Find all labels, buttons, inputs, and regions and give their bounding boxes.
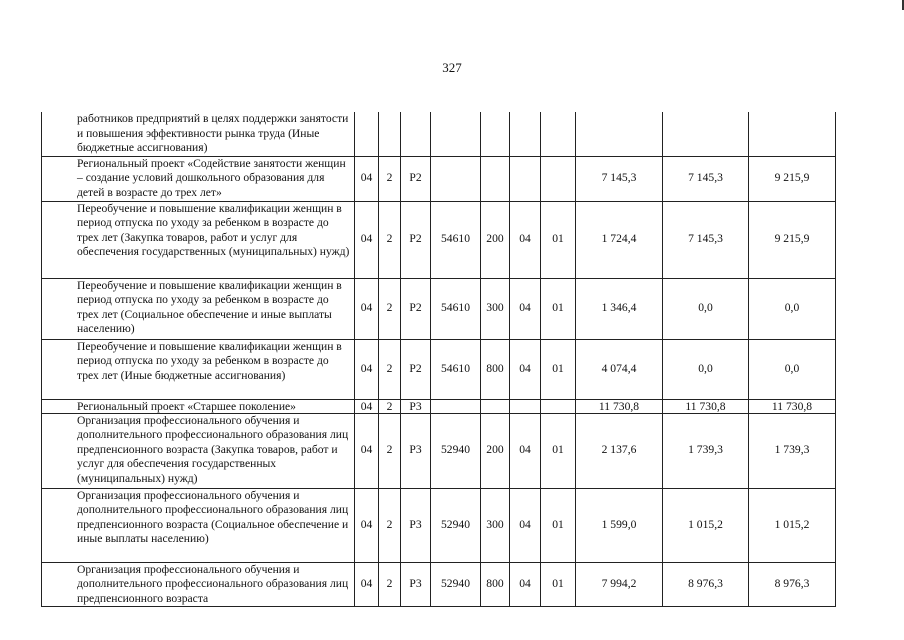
cell-v1: 1 346,4 (576, 278, 663, 339)
cell-v1: 4 074,4 (576, 339, 663, 399)
cell-c3: P3 (401, 413, 431, 488)
cell-c4: 52940 (431, 413, 481, 488)
row-name: работников предприятий в целях поддержки занятости и повышения эффективности рынка труда (Иные бюджетные ассигнования) (42, 112, 355, 156)
cell-c2: 2 (379, 156, 401, 201)
cell-c4 (431, 112, 481, 156)
cell-v3: 1 739,3 (749, 413, 836, 488)
cell-c4: 54610 (431, 339, 481, 399)
cell-c6 (510, 156, 541, 201)
cell-c6: 04 (510, 488, 541, 562)
cell-c7 (541, 399, 576, 413)
cell-c1: 04 (355, 339, 379, 399)
cell-c7: 01 (541, 278, 576, 339)
cell-v2: 1 015,2 (663, 488, 749, 562)
cell-v1 (576, 112, 663, 156)
cell-c3 (401, 112, 431, 156)
cell-c1: 04 (355, 278, 379, 339)
cell-v3: 0,0 (749, 278, 836, 339)
cell-v3: 9 215,9 (749, 201, 836, 278)
cell-v3: 9 215,9 (749, 156, 836, 201)
cell-v2 (663, 112, 749, 156)
cell-v1: 11 730,8 (576, 399, 663, 413)
cell-c3: P2 (401, 201, 431, 278)
cell-c1: 04 (355, 201, 379, 278)
row-name: Организация профессионального обучения и дополнительного профессионального образования лиц предпенсионного возраста (Социальное обеспечение и иные выплаты населению) (42, 488, 355, 562)
cell-c3: P3 (401, 399, 431, 413)
cell-v1: 2 137,6 (576, 413, 663, 488)
cell-c2: 2 (379, 201, 401, 278)
cell-c6: 04 (510, 339, 541, 399)
cell-c4: 54610 (431, 278, 481, 339)
cell-v2: 7 145,3 (663, 156, 749, 201)
cell-v2: 7 145,3 (663, 201, 749, 278)
table-row (42, 413, 836, 488)
cell-c4: 54610 (431, 201, 481, 278)
cell-c7: 01 (541, 201, 576, 278)
cell-v2: 1 739,3 (663, 413, 749, 488)
cell-c5: 300 (481, 488, 510, 562)
cell-c7 (541, 112, 576, 156)
row-name: Переобучение и повышение квалификации женщин в период отпуска по уходу за ребенком в возрасте до трех лет (Закупка товаров, работ и услуг для обеспечения государственных (муниципальных) нужд) (42, 201, 355, 278)
row-name: Организация профессионального обучения и дополнительного профессионального образования лиц предпенсионного возраста (42, 562, 355, 607)
cell-v1: 1 724,4 (576, 201, 663, 278)
row-name: Переобучение и повышение квалификации женщин в период отпуска по уходу за ребенком в возрасте до трех лет (Социальное обеспечение и иные выплаты населению) (42, 278, 355, 339)
cell-v3: 11 730,8 (749, 399, 836, 413)
cell-c3: P2 (401, 339, 431, 399)
budget-table (41, 112, 836, 607)
page-number: 327 (442, 60, 462, 75)
cell-v3: 1 015,2 (749, 488, 836, 562)
table-row (42, 488, 836, 562)
cell-c2: 2 (379, 562, 401, 607)
cell-c3: P2 (401, 278, 431, 339)
row-name: Переобучение и повышение квалификации женщин в период отпуска по уходу за ребенком в возрасте до трех лет (Иные бюджетные ассигнования) (42, 339, 355, 399)
cell-c5 (481, 156, 510, 201)
cell-c7: 01 (541, 339, 576, 399)
cell-c7: 01 (541, 413, 576, 488)
cell-c2: 2 (379, 399, 401, 413)
table-row (42, 399, 836, 413)
cell-v3 (749, 112, 836, 156)
cell-c5 (481, 399, 510, 413)
cell-c3: P3 (401, 562, 431, 607)
cell-v1: 7 994,2 (576, 562, 663, 607)
row-name: Организация профессионального обучения и дополнительного профессионального образования лиц предпенсионного возраста (Закупка товаров, работ и услуг для обеспечения государственных (муниципальных) нужд) (42, 413, 355, 488)
cell-c1: 04 (355, 413, 379, 488)
cell-c4: 52940 (431, 562, 481, 607)
table-row (42, 112, 836, 156)
cell-c4: 52940 (431, 488, 481, 562)
cell-v1: 7 145,3 (576, 156, 663, 201)
cell-c2: 2 (379, 278, 401, 339)
cell-c7: 01 (541, 562, 576, 607)
cell-c6 (510, 112, 541, 156)
cell-c5: 800 (481, 562, 510, 607)
cell-c5: 300 (481, 278, 510, 339)
cell-c6: 04 (510, 562, 541, 607)
cell-c3: P3 (401, 488, 431, 562)
table-row (42, 339, 836, 399)
cell-c5: 200 (481, 413, 510, 488)
cell-c1: 04 (355, 156, 379, 201)
cell-c2: 2 (379, 413, 401, 488)
cell-c2 (379, 112, 401, 156)
cell-v2: 11 730,8 (663, 399, 749, 413)
cell-c6: 04 (510, 413, 541, 488)
cell-v3: 8 976,3 (749, 562, 836, 607)
row-name: Региональный проект «Содействие занятости женщин – создание условий дошкольного образования для детей в возрасте до трех лет» (42, 156, 355, 201)
cell-c3: P2 (401, 156, 431, 201)
cell-v3: 0,0 (749, 339, 836, 399)
cell-c4 (431, 156, 481, 201)
table-row (42, 562, 836, 607)
cell-v2: 0,0 (663, 278, 749, 339)
cell-v1: 1 599,0 (576, 488, 663, 562)
cell-c1 (355, 112, 379, 156)
cell-c7: 01 (541, 488, 576, 562)
cell-c5: 800 (481, 339, 510, 399)
cell-c2: 2 (379, 488, 401, 562)
cell-c6 (510, 399, 541, 413)
table-row (42, 278, 836, 339)
cell-c5 (481, 112, 510, 156)
row-name: Региональный проект «Старшее поколение» (42, 399, 355, 413)
cell-c7 (541, 156, 576, 201)
table-row (42, 156, 836, 201)
cell-c6: 04 (510, 278, 541, 339)
cell-c1: 04 (355, 562, 379, 607)
cell-c4 (431, 399, 481, 413)
cell-c2: 2 (379, 339, 401, 399)
cell-c6: 04 (510, 201, 541, 278)
cell-v2: 8 976,3 (663, 562, 749, 607)
table-row (42, 201, 836, 278)
cell-c1: 04 (355, 488, 379, 562)
cell-v2: 0,0 (663, 339, 749, 399)
cell-c1: 04 (355, 399, 379, 413)
cell-c5: 200 (481, 201, 510, 278)
